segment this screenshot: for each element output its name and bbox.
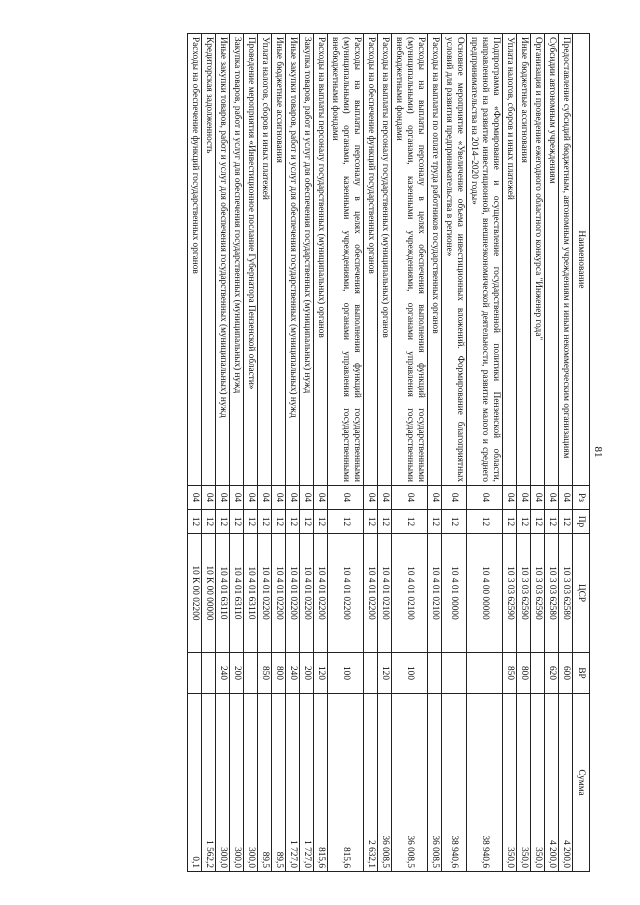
cell-name: Расходы на выплаты персоналу в целях обеспечения выполнения функций государственными (муниципальными) органами, казенными учреждениями, органами управления государственными внебюджетными фондами xyxy=(392,34,428,486)
cell-vr: 800 xyxy=(517,653,531,694)
cell-pr: 12 xyxy=(545,510,559,534)
cell-rz: 04 xyxy=(392,486,428,510)
cell-rz: 04 xyxy=(314,486,328,510)
cell-vr: 850 xyxy=(258,653,272,694)
cell-vr xyxy=(188,653,202,694)
table-row xyxy=(286,34,300,872)
cell-vr xyxy=(244,653,258,694)
table-row xyxy=(216,34,230,872)
cell-pr: 12 xyxy=(258,510,272,534)
cell-vr: 200 xyxy=(300,653,314,694)
cell-name: Иные закупки товаров, работ и услуг для обеспечения государственных (муниципальных) нужд xyxy=(216,34,230,486)
header-csr: ЦСР xyxy=(573,534,590,653)
cell-name: Расходы на выплаты персоналу в целях обеспечения выполнения функций государственными (муниципальными) органами, казенными учреждениями, органами управления государственными внебюджетными фондами xyxy=(328,34,364,486)
header-vr: ВР xyxy=(573,653,590,694)
cell-csr: 10 4 01 02200 xyxy=(272,534,286,653)
cell-sum: 815,6 xyxy=(328,694,364,872)
cell-rz: 04 xyxy=(216,486,230,510)
cell-csr: 10 4 01 02200 xyxy=(258,534,272,653)
header-rz: Рз xyxy=(573,486,590,510)
cell-csr: 10 4 01 63110 xyxy=(216,534,230,653)
table-row xyxy=(428,34,442,872)
cell-name: Организация и проведение ежегодного областного конкурса "Инженер года" xyxy=(531,34,545,486)
table-row xyxy=(442,34,467,872)
table-row xyxy=(272,34,286,872)
cell-rz: 04 xyxy=(503,486,517,510)
cell-rz: 04 xyxy=(467,486,503,510)
cell-pr: 12 xyxy=(300,510,314,534)
cell-rz: 04 xyxy=(328,486,364,510)
cell-sum: 89,5 xyxy=(272,694,286,872)
table-row xyxy=(467,34,503,872)
cell-name: Расходы на обеспечение функций государственных органов xyxy=(188,34,202,486)
cell-vr: 240 xyxy=(286,653,300,694)
table-row xyxy=(258,34,272,872)
cell-rz: 04 xyxy=(258,486,272,510)
cell-rz: 04 xyxy=(364,486,378,510)
cell-vr: 120 xyxy=(314,653,328,694)
cell-pr: 12 xyxy=(314,510,328,534)
cell-rz: 04 xyxy=(378,486,392,510)
cell-name: Иные бюджетные ассигнования xyxy=(272,34,286,486)
cell-name: Расходы на выплаты персоналу государственных (муниципальных) органов xyxy=(314,34,328,486)
cell-csr: 10 4 01 00000 xyxy=(442,534,467,653)
cell-pr: 12 xyxy=(202,510,216,534)
cell-sum: 350,0 xyxy=(503,694,517,872)
cell-vr: 200 xyxy=(230,653,244,694)
cell-rz: 04 xyxy=(188,486,202,510)
rotated-table-frame xyxy=(85,33,590,871)
cell-pr: 12 xyxy=(272,510,286,534)
cell-name: Проведение мероприятия «Инвестиционное послание Губернатора Пензенской области» xyxy=(244,34,258,486)
table-row xyxy=(300,34,314,872)
cell-csr: 10 4 01 02200 xyxy=(300,534,314,653)
cell-rz: 04 xyxy=(531,486,545,510)
header-pr: Пр xyxy=(573,510,590,534)
cell-csr: 10 К 00 00000 xyxy=(202,534,216,653)
table-row xyxy=(392,34,428,872)
cell-csr: 10 4 01 63110 xyxy=(244,534,258,653)
cell-name: Закупка товаров, работ и услуг для обеспечения государственных (муниципальных) нужд xyxy=(300,34,314,486)
cell-sum: 36 008,5 xyxy=(392,694,428,872)
cell-rz: 04 xyxy=(272,486,286,510)
cell-rz: 04 xyxy=(442,486,467,510)
cell-pr: 12 xyxy=(378,510,392,534)
cell-rz: 04 xyxy=(559,486,573,510)
cell-name: Предоставление субсидий бюджетным, автономным учреждениям и иным некоммерческим организациям xyxy=(559,34,573,486)
table-header-row xyxy=(573,34,590,872)
cell-pr: 12 xyxy=(188,510,202,534)
table-row xyxy=(559,34,573,872)
cell-sum: 0,1 xyxy=(188,694,202,872)
cell-pr: 12 xyxy=(428,510,442,534)
cell-sum: 350,0 xyxy=(531,694,545,872)
cell-name: Иные закупки товаров, работ и услуг для обеспечения государственных (муниципальных) нужд xyxy=(286,34,300,486)
cell-name: Уплата налогов, сборов и иных платежей xyxy=(258,34,272,486)
cell-csr: 10 4 00 00000 xyxy=(467,534,503,653)
cell-pr: 12 xyxy=(442,510,467,534)
cell-csr: 10 3 03 62580 xyxy=(545,534,559,653)
cell-sum: 1 727,0 xyxy=(286,694,300,872)
cell-pr: 12 xyxy=(230,510,244,534)
budget-table xyxy=(187,33,590,872)
table-row xyxy=(188,34,202,872)
cell-sum: 350,0 xyxy=(517,694,531,872)
cell-csr: 10 К 00 02200 xyxy=(188,534,202,653)
cell-sum: 38 940,6 xyxy=(442,694,467,872)
cell-vr: 100 xyxy=(328,653,364,694)
cell-vr: 850 xyxy=(503,653,517,694)
cell-sum: 1 727,0 xyxy=(300,694,314,872)
cell-name: Расходы на выплаты по оплате труда работников государственных органов xyxy=(428,34,442,486)
cell-rz: 04 xyxy=(545,486,559,510)
cell-sum: 1 562,2 xyxy=(202,694,216,872)
table-row xyxy=(328,34,364,872)
cell-sum: 815,6 xyxy=(314,694,328,872)
cell-sum: 2 632,1 xyxy=(364,694,378,872)
cell-sum: 4 200,0 xyxy=(559,694,573,872)
table-row xyxy=(202,34,216,872)
cell-name: Иные бюджетные ассигнования xyxy=(517,34,531,486)
cell-vr xyxy=(428,653,442,694)
cell-name: Расходы на обеспечение функций государственных органов xyxy=(364,34,378,486)
cell-rz: 04 xyxy=(244,486,258,510)
cell-csr: 10 4 01 02200 xyxy=(328,534,364,653)
cell-csr: 10 3 03 62590 xyxy=(517,534,531,653)
cell-csr: 10 3 03 62590 xyxy=(503,534,517,653)
cell-sum: 300,0 xyxy=(230,694,244,872)
cell-csr: 10 4 01 02200 xyxy=(286,534,300,653)
cell-pr: 12 xyxy=(531,510,545,534)
table-row xyxy=(230,34,244,872)
cell-csr: 10 4 01 63110 xyxy=(230,534,244,653)
cell-name: Уплата налогов, сборов и иных платежей xyxy=(503,34,517,486)
table-row xyxy=(503,34,517,872)
page-number: 81 xyxy=(592,446,604,458)
cell-pr: 12 xyxy=(244,510,258,534)
cell-vr: 620 xyxy=(545,653,559,694)
cell-csr: 10 4 01 02100 xyxy=(378,534,392,653)
table-row xyxy=(531,34,545,872)
budget-sheet xyxy=(85,33,590,871)
cell-csr: 10 4 01 02200 xyxy=(364,534,378,653)
cell-name: Кредиторская задолженность xyxy=(202,34,216,486)
cell-vr xyxy=(442,653,467,694)
cell-vr: 100 xyxy=(392,653,428,694)
cell-rz: 04 xyxy=(300,486,314,510)
cell-vr: 800 xyxy=(272,653,286,694)
cell-vr: 120 xyxy=(378,653,392,694)
cell-pr: 12 xyxy=(216,510,230,534)
cell-pr: 12 xyxy=(328,510,364,534)
cell-csr: 10 4 01 02200 xyxy=(314,534,328,653)
cell-pr: 12 xyxy=(559,510,573,534)
header-sum: Сумма xyxy=(573,694,590,872)
cell-sum: 89,5 xyxy=(258,694,272,872)
cell-vr xyxy=(364,653,378,694)
table-row xyxy=(378,34,392,872)
cell-rz: 04 xyxy=(428,486,442,510)
cell-pr: 12 xyxy=(503,510,517,534)
cell-csr: 10 3 03 62590 xyxy=(531,534,545,653)
table-row xyxy=(314,34,328,872)
table-row xyxy=(244,34,258,872)
cell-pr: 12 xyxy=(392,510,428,534)
cell-vr xyxy=(467,653,503,694)
cell-sum: 4 200,0 xyxy=(545,694,559,872)
cell-pr: 12 xyxy=(467,510,503,534)
cell-pr: 12 xyxy=(364,510,378,534)
cell-vr xyxy=(531,653,545,694)
cell-rz: 04 xyxy=(230,486,244,510)
cell-sum: 38 940,6 xyxy=(467,694,503,872)
cell-rz: 04 xyxy=(517,486,531,510)
cell-vr xyxy=(202,653,216,694)
cell-name: Субсидии автономным учреждениям xyxy=(545,34,559,486)
cell-vr: 600 xyxy=(559,653,573,694)
cell-rz: 04 xyxy=(286,486,300,510)
cell-csr: 10 4 01 02100 xyxy=(392,534,428,653)
header-name: Наименование xyxy=(573,34,590,486)
cell-sum: 36 008,5 xyxy=(428,694,442,872)
cell-name: Закупка товаров, работ и услуг для обеспечения государственных (муниципальных) нужд xyxy=(230,34,244,486)
cell-sum: 300,0 xyxy=(216,694,230,872)
cell-vr: 240 xyxy=(216,653,230,694)
cell-sum: 300,0 xyxy=(244,694,258,872)
cell-rz: 04 xyxy=(202,486,216,510)
cell-csr: 10 3 03 62580 xyxy=(559,534,573,653)
cell-name: Подпрограмма «Формирование и осуществление государственной политики Пензенской области, направленной на развитие инвестиционной, внешнеэкономической деятельности, развитие малого и среднего предпринимательства на 2014–2020 годы» xyxy=(467,34,503,486)
cell-sum: 36 008,5 xyxy=(378,694,392,872)
table-row xyxy=(364,34,378,872)
table-row xyxy=(545,34,559,872)
cell-pr: 12 xyxy=(286,510,300,534)
cell-name: Основное мероприятие «Увеличение объема инвестиционных вложений. Формирование благоприятных условий для развития предпринимательства в регионе» xyxy=(442,34,467,486)
cell-name: Расходы на выплаты персоналу государственных (муниципальных) органов xyxy=(378,34,392,486)
cell-pr: 12 xyxy=(517,510,531,534)
table-row xyxy=(517,34,531,872)
cell-csr: 10 4 01 02100 xyxy=(428,534,442,653)
